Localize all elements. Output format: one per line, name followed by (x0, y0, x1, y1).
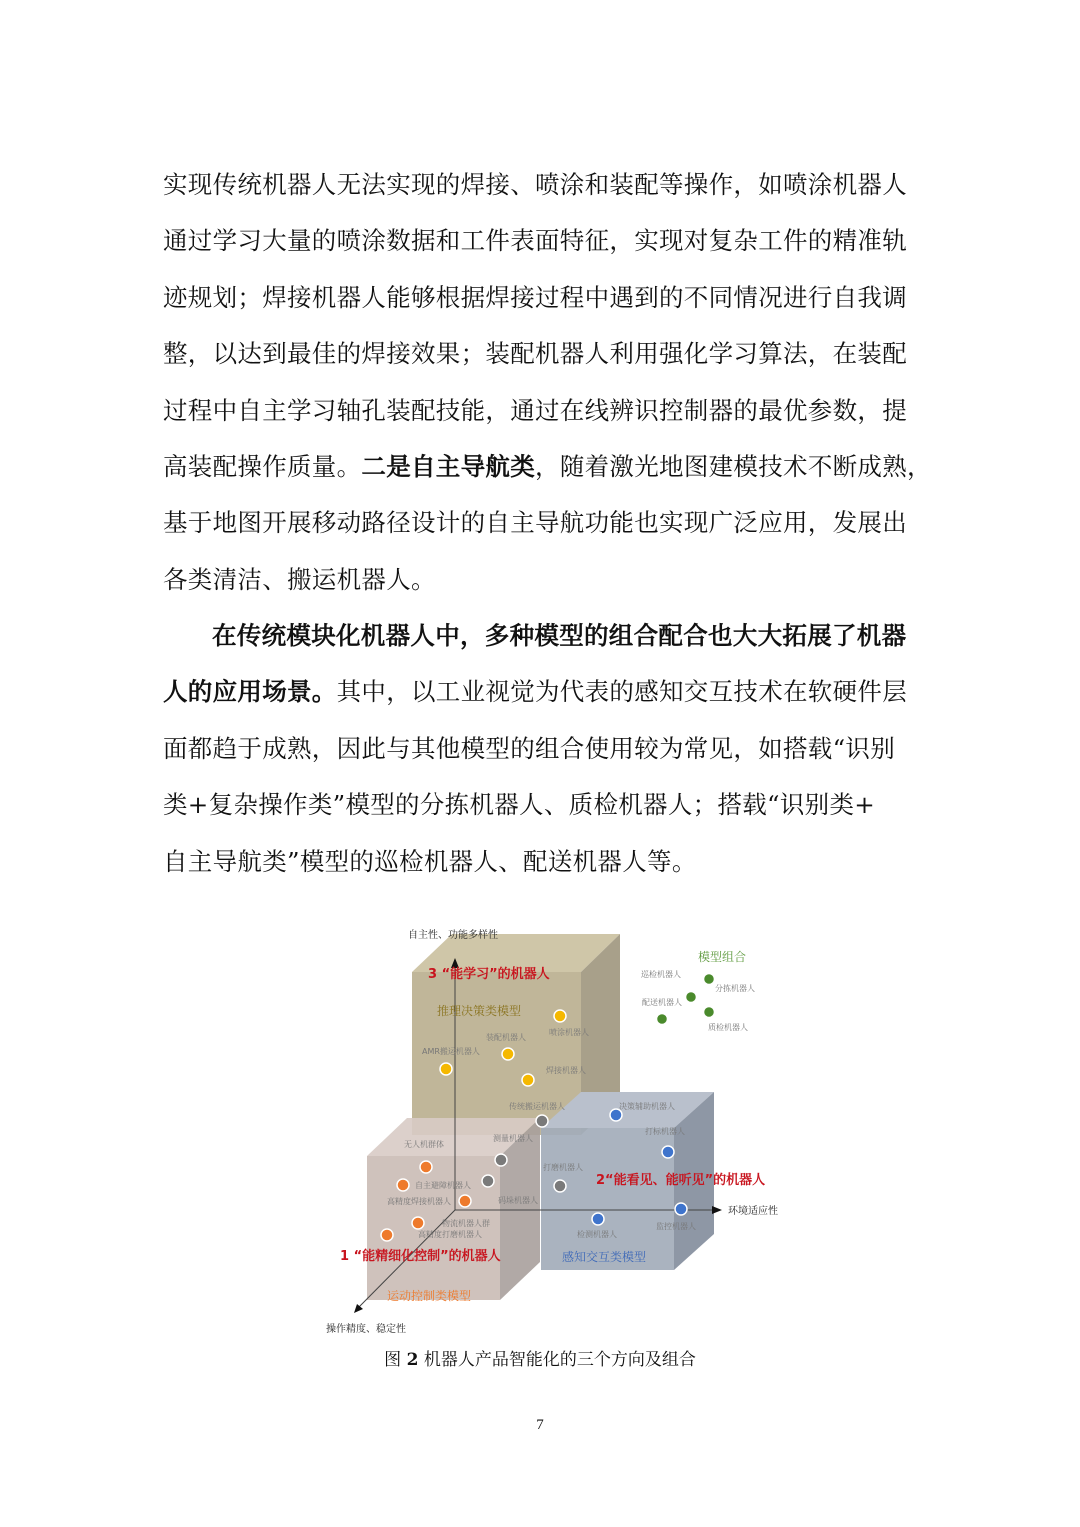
robot-label: 焊接机器人 (546, 1066, 586, 1075)
text-line: 面都趋于成熟，因此与其他模型的组合使用较为常见，如搭载“识别 (163, 733, 896, 763)
text-line: 迹规划；焊接机器人能够根据焊接过程中遇到的不同情况进行自我调 (163, 282, 907, 312)
robot-label: 高精度打磨机器人 (418, 1230, 482, 1239)
heading-control-robots: 1 “能精细化控制”的机器人 (340, 1249, 501, 1264)
label-perception-model: 感知交互类模型 (562, 1250, 647, 1264)
page-number: 7 (536, 1417, 544, 1433)
robot-label: 打标机器人 (645, 1127, 685, 1136)
heading-perceiving-robots: 2“能看见、能听见”的机器人 (596, 1173, 766, 1188)
text-line (163, 664, 919, 720)
bold-heading-autonomous-navigation: 二是自主导航类 (361, 451, 536, 481)
figure-caption (0, 1345, 1080, 1370)
text-line: 自主导航类”模型的巡检机器人、配送机器人等。 (163, 846, 697, 876)
bold-lead-sentence-end: 人的应用场景。 (163, 677, 337, 707)
robot-label: 码垛机器人 (498, 1196, 538, 1205)
arrow-right-icon (712, 1206, 722, 1214)
robot-label: 无人机群体 (404, 1140, 444, 1149)
caption-number: 2 (406, 1350, 419, 1370)
text-run: 高装配操作质量。 (163, 451, 362, 481)
caption-prefix: 图 (384, 1350, 407, 1370)
label-motion-model: 运动控制类模型 (387, 1289, 472, 1303)
caption-text: 机器人产品智能化的三个方向及组合 (418, 1350, 696, 1370)
cube-diagram (300, 920, 820, 1350)
text-line: 通过学习大量的喷涂数据和工件表面特征，实现对复杂工件的精准轨 (163, 226, 907, 256)
robot-label: 测量机器人 (493, 1134, 533, 1143)
arrow-down-left-icon (354, 1304, 363, 1313)
axis-label-autonomy: 自主性、功能多样性 (408, 930, 498, 941)
robot-label: 自主避障机器人 (415, 1181, 471, 1190)
paragraph-model-combination (163, 608, 919, 890)
text-line: 各类清洁、搬运机器人。 (163, 564, 436, 594)
paragraph-welding-navigation (163, 157, 932, 608)
axis-label-precision: 操作精度、稳定性 (326, 1324, 406, 1335)
label-model-combination: 模型组合 (698, 950, 747, 964)
robot-label: 装配机器人 (486, 1033, 526, 1042)
robot-label: 检测机器人 (577, 1230, 617, 1239)
text-run: ，随着激光地图建模技术不断成熟， (535, 451, 932, 481)
robot-label: 物流机器人群 (442, 1219, 490, 1228)
text-line: 基于地图开展移动路径设计的自主导航功能也实现广泛应用，发展出 (163, 508, 907, 538)
text-line: 整，以达到最佳的焊接效果；装配机器人利用强化学习算法，在装配 (163, 339, 907, 369)
robot-label: 决策辅助机器人 (619, 1102, 675, 1111)
robot-label: 喷涂机器人 (549, 1028, 589, 1037)
text-run: 其中，以工业视觉为代表的感知交互技术在软硬件层 (336, 677, 908, 707)
label-reasoning-model: 推理决策类模型 (437, 1004, 522, 1018)
robot-label: 质检机器人 (708, 1023, 748, 1032)
axis-label-adaptability: 环境适应性 (728, 1206, 778, 1217)
text-line (163, 608, 919, 664)
robot-label: 分拣机器人 (715, 984, 755, 993)
text-line: 过程中自主学习轴孔装配技能，通过在线辨识控制器的最优参数，提 (163, 395, 907, 425)
robot-label: 监控机器人 (656, 1222, 696, 1231)
figure-robot-intelligence-directions (300, 920, 820, 1350)
robot-label: 传统搬运机器人 (509, 1102, 565, 1111)
text-line: 实现传统机器人无法实现的焊接、喷涂和装配等操作，如喷涂机器人 (163, 170, 907, 199)
combination-robots (641, 969, 755, 1032)
text-line (163, 439, 932, 495)
robot-label: 巡检机器人 (641, 970, 681, 979)
heading-learning-robots: 3 “能学习”的机器人 (428, 967, 550, 982)
robot-label: 高精度焊接机器人 (387, 1197, 451, 1206)
bold-lead-sentence: 在传统模块化机器人中，多种模型的组合配合也大大拓展了机器 (212, 621, 907, 650)
robot-label: 配送机器人 (642, 998, 682, 1007)
robot-label: AMR搬运机器人 (422, 1047, 480, 1056)
text-line: 类+复杂操作类”模型的分拣机器人、质检机器人；搭载“识别类+ (163, 790, 876, 820)
robot-label: 打磨机器人 (543, 1163, 583, 1172)
